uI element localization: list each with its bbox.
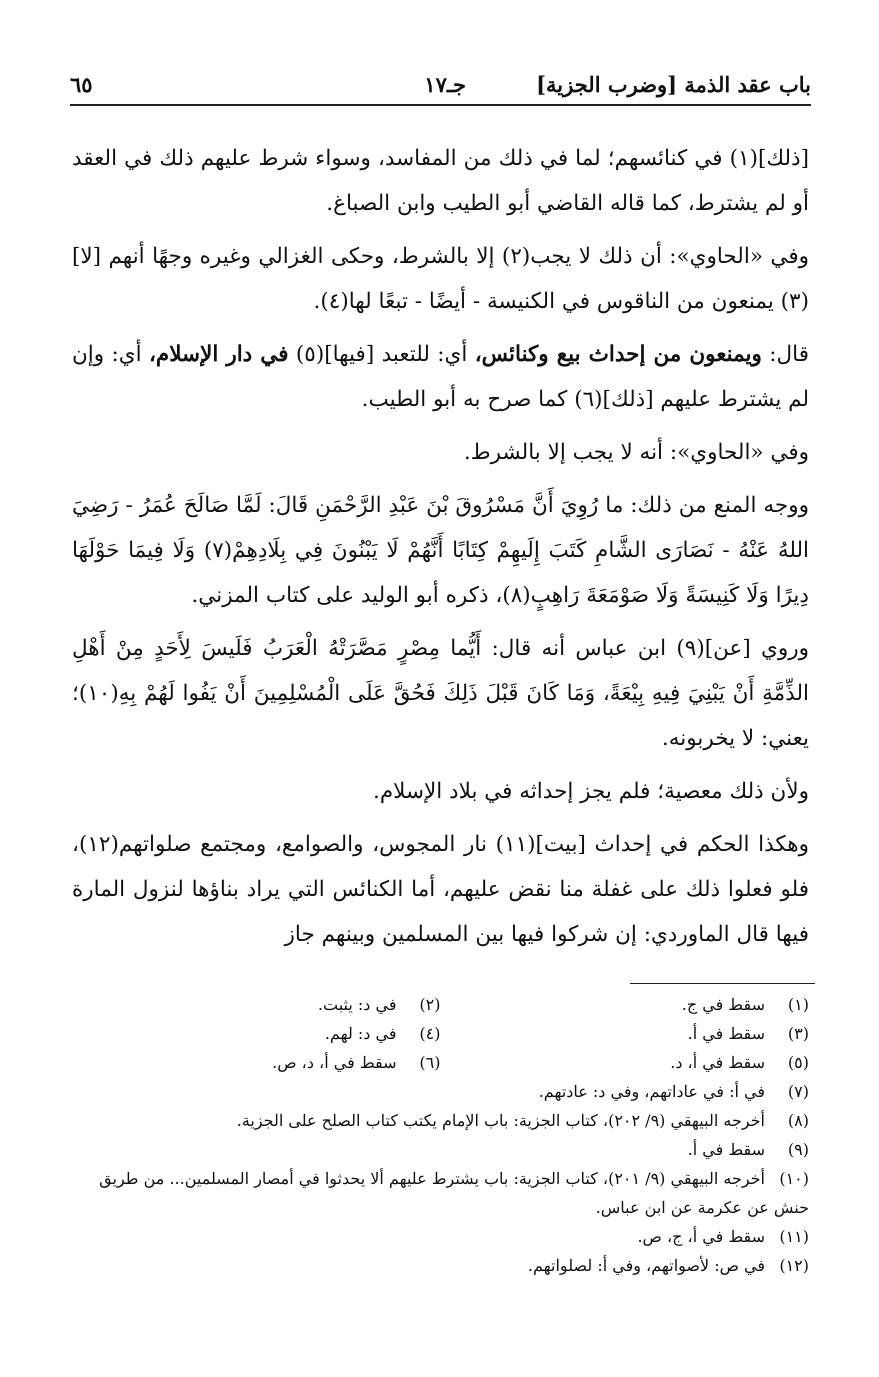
footnotes <box>72 990 809 1280</box>
footnote: (١٠)أخرجه البيهقي (٩/ ٢٠١)، كتاب الجزية: باب يشترط عليهم ألا يحدثوا في أمصار المسلمين... من طريق حنش عن عكرمة عن ابن عباس. <box>99 1169 809 1217</box>
paragraph: وفي «الحاوي»: أنه لا يجب إلا بالشرط. <box>463 440 809 465</box>
footnote: (٥)سقط في أ، د. <box>670 1053 809 1072</box>
footnote-divider <box>630 983 815 984</box>
footnote: (٣)سقط في أ. <box>687 1024 809 1043</box>
paragraph: ولأن ذلك معصية؛ فلم يجز إحداثه في بلاد الإسلام. <box>372 779 809 804</box>
paragraph: ووجه المنع من ذلك: ما رُوِيَ أَنَّ مَسْرُوقَ بْنَ عَبْدِ الرَّحْمَنِ قَالَ: لَمَّا صَالَحَ عُمَرُ - رَضِيَ اللهُ عَنْهُ - نَصَارَى الشَّامِ كَتَبَ إِلَيهِمْ كِتَابًا أَنَّهُمْ لَا يَبْنُونَ فِي بِلَادِهِمْ(٧) وَلَا فِيمَا حَوْلَهَا دِيرًا وَلَا كَنِيسَةً وَلَا صَوْمَعَةَ رَاهِبٍ(٨)، ذكره أبو الوليد على كتاب المزني. <box>72 493 809 608</box>
paragraph: وروي [عن](٩) ابن عباس أنه قال: أَيُّما مِصْرٍ مَصَّرَتْهُ الْعَرَبُ فَلَيسَ لِأَحَدٍ مِنْ أَهْلِ الذِّمَّةِ أَنْ يَبْنِيَ فِيهِ بِيْعَةً، وَمَا كَانَ قَبْلَ ذَلِكَ فَحُقَّ عَلَى الْمُسْلِمِينَ أَنْ يَفُوا لَهُمْ بِهِ(١٠)؛ يعني: لا يخربونه. <box>72 636 810 751</box>
para-lead: قال: <box>761 342 809 367</box>
page-number: ٦٥ <box>70 72 93 97</box>
footnote: (٩)سقط في أ. <box>687 1140 809 1159</box>
para-tail: أي: وإن لم يشترط عليهم [ذلك](٦) كما صرح به أبو الطيب. <box>72 342 809 412</box>
matn-bold-text: ويمنعون من إحداث بيع وكنائس، <box>474 342 762 367</box>
footnote: (٤)في د: لهم. <box>324 1024 441 1043</box>
footnote: (١)سقط في ج. <box>681 995 809 1014</box>
matn-bold-text: في دار الإسلام، <box>148 342 289 367</box>
footnote: (٨)أخرجه البيهقي (٩/ ٢٠٢)، كتاب الجزية: باب الإمام يكتب كتاب الصلح على الجزية. <box>236 1111 809 1130</box>
footnote: (٧)في أ: في عاداتهم، وفي د: عادتهم. <box>538 1082 809 1101</box>
main-text <box>72 136 809 965</box>
chapter-title: باب عقد الذمة [وضرب الجزية] <box>536 72 811 97</box>
paragraph <box>72 332 809 422</box>
running-header <box>70 70 811 106</box>
paragraph: وفي «الحاوي»: أن ذلك لا يجب(٢) إلا بالشرط، وحكى الغزالي وغيره وجهًا أنهم [لا](٣) يمنعون من الناقوس في الكنيسة - أيضًا - تبعًا لها(٤). <box>72 244 809 314</box>
footnote: (١١)سقط في أ، ج، ص. <box>637 1227 809 1246</box>
volume-number: جـ١٧ <box>424 72 466 97</box>
paragraph: وهكذا الحكم في إحداث [بيت](١١) نار المجوس، والصوامع، ومجتمع صلواتهم(١٢)، فلو فعلوا ذلك على غفلة منا نقض عليهم، أما الكنائس التي يراد بناؤها لنزول المارة فيها قال الماوردي: إن شركوا فيها بين المسلمين وبينهم جاز <box>72 832 810 947</box>
paragraph: [ذلك](١) في كنائسهم؛ لما في ذلك من المفاسد، وسواء شرط عليهم ذلك في العقد أو لم يشترط، كما قاله القاضي أبو الطيب وابن الصباغ. <box>72 146 809 216</box>
footnote: (١٢)في ص: لأصواتهم، وفي أ: لصلواتهم. <box>527 1256 809 1275</box>
para-mid: أي: للتعبد [فيها](٥) <box>288 342 475 367</box>
footnote: (٦)سقط في أ، د، ص. <box>272 1053 441 1072</box>
footnote: (٢)في د: يثبت. <box>317 995 441 1014</box>
